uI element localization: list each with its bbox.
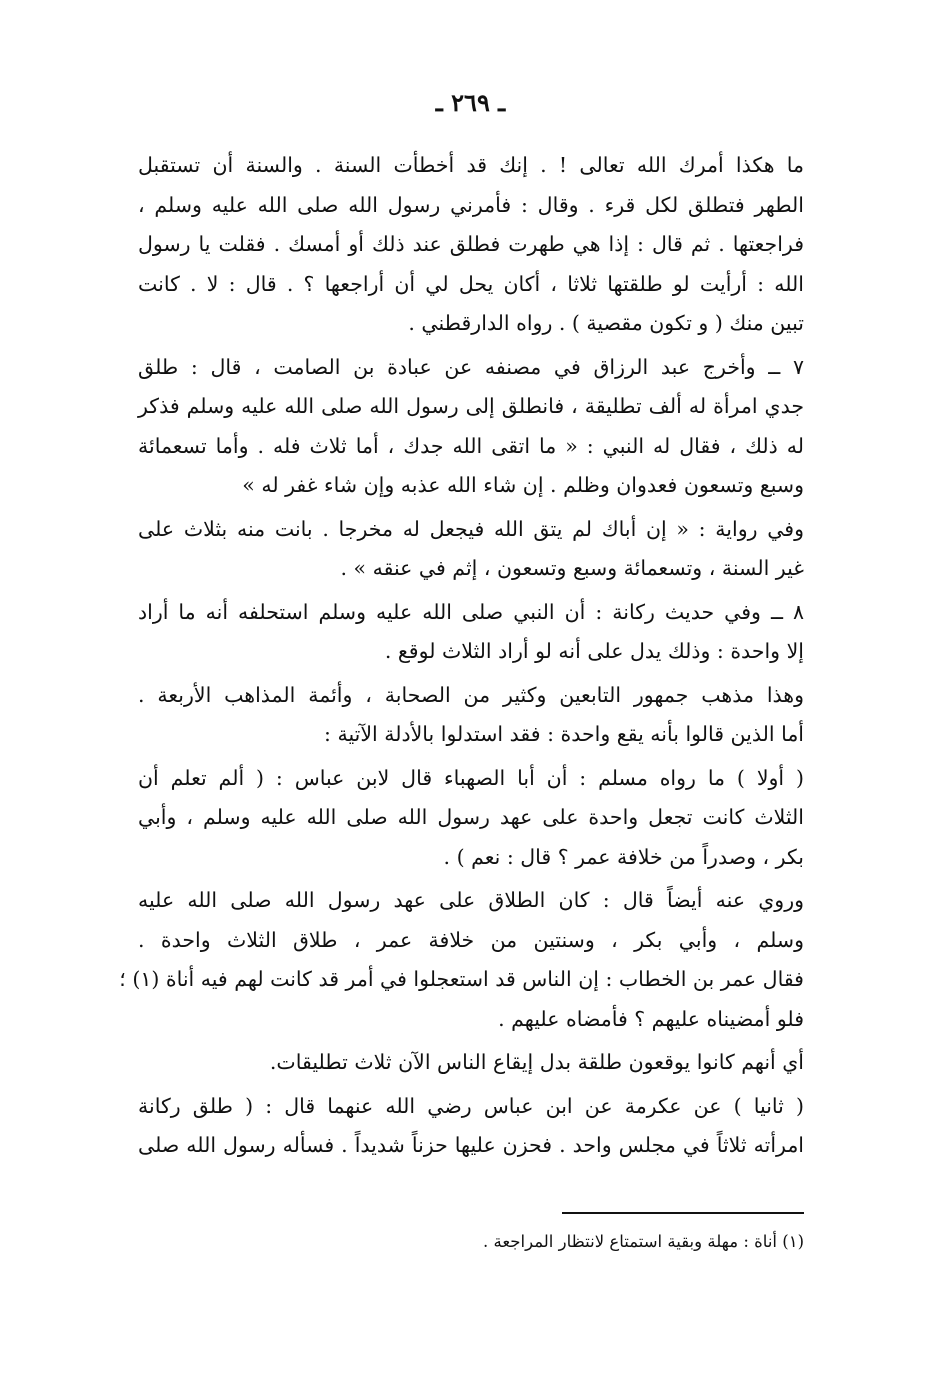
text-line: امرأته ثلاثاً في مجلس واحد . فحزن عليها حزناً شديداً . فسأله رسول الله صلى — [138, 1133, 804, 1157]
text-line: أي أنهم كانوا يوقعون طلقة بدل إيقاع الناس الآن ثلاث تطليقات. — [269, 1050, 804, 1074]
text-line: ما هكذا أمرك الله تعالى ! . إنك قد أخطأت السنة . والسنة أن تستقبل — [138, 153, 804, 177]
text-line: غير السنة ، وتسعمائة وسبع وتسعون ، إثم في عنقه » . — [340, 556, 804, 580]
text-line: تبين منك ( و تكون مقصية ) . رواه الدارقطني . — [408, 311, 804, 335]
text-line: وسبع وتسعون فعدوان وظلم . إن شاء الله عذبه وإن شاء غفر له » — [242, 473, 804, 497]
page-number: ـ ٢٦٩ ـ — [435, 88, 506, 117]
text-line: فقال عمر بن الخطاب : إن الناس قد استعجلوا في أمر قد كانت لهم فيه أناة (١) ؛ — [119, 967, 804, 991]
text-line: الطهر فتطلق لكل قرء . وقال : فأمرني رسول الله صلى الله عليه وسلم ، — [138, 192, 804, 217]
text-line: وروي عنه أيضاً قال : كان الطلاق على عهد رسول الله صلى الله عليه — [138, 888, 804, 912]
text-line: أما الذين قالوا بأنه يقع واحدة : فقد استدلوا بالأدلة الآتية : — [324, 722, 804, 746]
footnote-divider — [562, 1212, 804, 1214]
text-line: إلا واحدة : وذلك يدل على أنه لو أراد الثلاث لوقع . — [384, 639, 804, 663]
text-line: الثلاث كانت تجعل واحدة على عهد رسول الله صلى الله عليه وسلم ، وأبي — [138, 805, 804, 829]
text-line: ( أولا ) ما رواه مسلم : أن أبا الصهباء قال لابن عباس : ( ألم تعلم أن — [138, 765, 804, 790]
text-line: جدي امرأة له ألف تطليقة ، فانطلق إلى رسول الله صلى الله عليه وسلم فذكر — [138, 394, 804, 418]
text-line: ( ثانيا ) عن عكرمة عن ابن عباس رضي الله عنهما قال : ( طلق ركانة — [138, 1093, 804, 1118]
text-line: ٨ ــ وفي حديث ركانة : أن النبي صلى الله عليه وسلم استحلفه أنه ما أراد — [138, 599, 804, 624]
text-line: فلو أمضيناه عليهم ؟ فأمضاه عليهم . — [498, 1006, 804, 1031]
footnote: (١) أناة : مهلة وبقية استمتاع لانتظار المراجعة . — [483, 1232, 804, 1251]
text-line: فراجعتها . ثم قال : إذا هي طهرت فطلق عند ذلك أو أمسك . فقلت يا رسول — [138, 232, 804, 256]
text-line: بكر ، وصدراً من خلافة عمر ؟ قال : نعم ) . — [443, 844, 804, 869]
text-line: وهذا مذهب جمهور التابعين وكثير من الصحابة ، وأئمة المذاهب الأربعة . — [138, 682, 804, 707]
text-line: له ذلك ، فقال له النبي : « ما اتقى الله جدك ، أما ثلاث فله . وأما تسعمائة — [138, 433, 804, 458]
text-line: الله : أرأيت لو طلقتها ثلاثا ، أكان يحل لي أن أراجعها ؟ . قال : لا . كانت — [138, 271, 804, 296]
main-text — [119, 146, 804, 1166]
text-line: وفي رواية : « إن أباك لم يتق الله فيجعل له مخرجا . بانت منه بثلاث على — [138, 516, 804, 541]
text-line: وسلم ، وأبي بكر ، وسنتين من خلافة عمر ، طلاق الثلاث واحدة . — [138, 927, 804, 952]
text-line: ٧ ــ وأخرج عبد الرزاق في مصنفه عن عبادة بن الصامت ، قال : طلق — [138, 354, 804, 379]
